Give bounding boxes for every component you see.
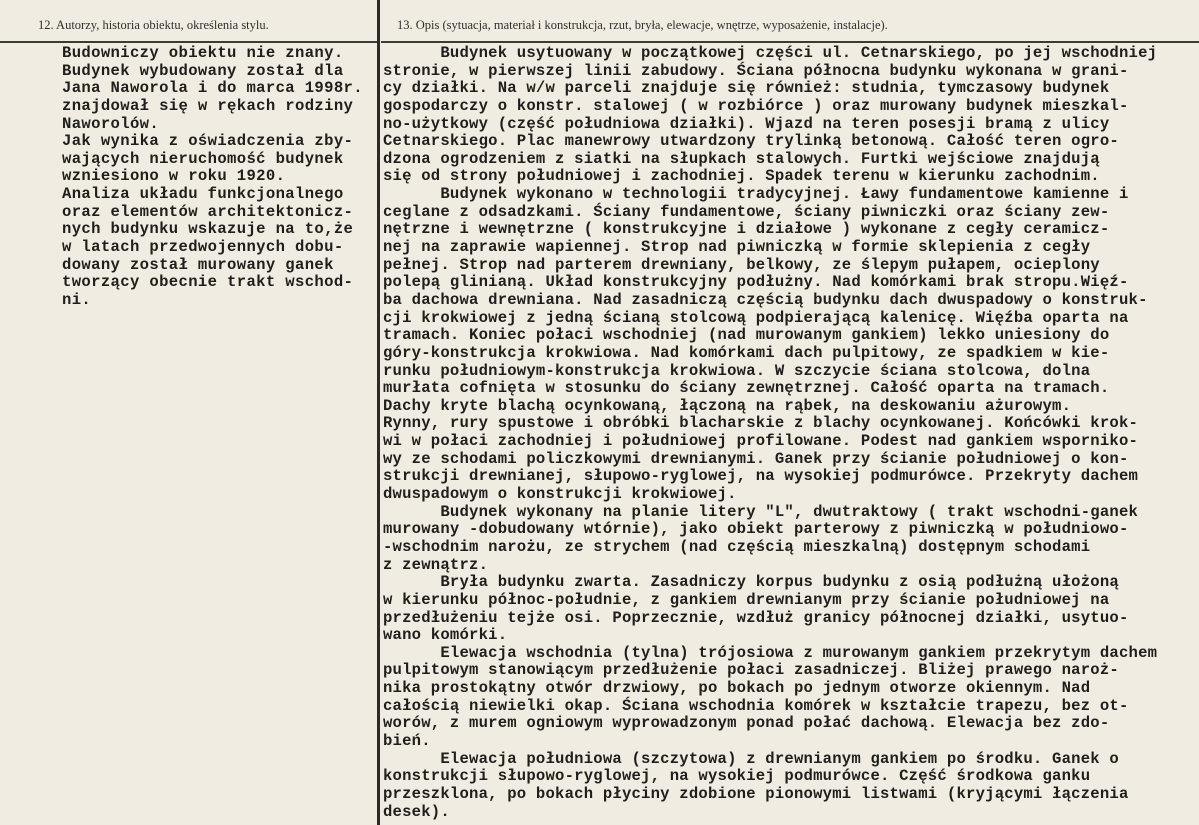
- text-line: wi w połaci zachodniej i południowej profilowane. Podest nad gankiem wsporniko-: [383, 432, 1139, 451]
- text-line: bień.: [383, 731, 431, 750]
- text-line: cy działki. Na w/w parceli znajduje się również: studnia, tymczasowy budynek: [383, 79, 1110, 98]
- text-line: Budynek wybudowany został dla: [62, 61, 344, 80]
- text-line: się od strony południowej i zachodniej. Spadek terenu w kierunku zachodnim.: [383, 167, 1100, 186]
- text-line: Jana Naworola i do marca 1998r.: [62, 79, 363, 98]
- text-line: strukcji drewnianej, słupowo-ryglowej, na wysokiej podmurówce. Przekryty dachem: [383, 467, 1139, 486]
- text-line: ba dachowa drewniana. Nad zasadniczą częścią budynku dach dwuspadowy o konstruk-: [383, 290, 1148, 309]
- text-line: znajdował się w rękach rodziny: [62, 96, 354, 115]
- section-13-header: 13. Opis (sytuacja, materiał i konstrukcja, rzut, bryła, elewacje, wnętrze, wyposażenie, instalacje).: [397, 18, 888, 32]
- text-line: tworzący obecnie trakt wschod-: [62, 273, 354, 292]
- text-line: wzniesiono w roku 1920.: [62, 167, 286, 186]
- text-line: konstrukcji słupowo-ryglowej, na wysokiej podmurówce. Część środkowa ganku: [383, 767, 1091, 786]
- text-line: wy ze schodami policzkowymi drewnianymi. Ganek przy ścianie południowej o kon-: [383, 449, 1129, 468]
- text-line: runku południowym-konstrukcja krokwiowa. W szczycie ściana stolcowa, dolna: [383, 361, 1091, 380]
- text-line: murowany -dobudowany wtórnie), jako obiekt parterowy z piwniczką w południowo-: [383, 520, 1129, 539]
- text-line: przedłużeniu tejże osi. Poprzecznie, wzdłuż granicy północnej działki, usytuo-: [383, 608, 1129, 627]
- text-line: gospodarczy o konstr. stalowej ( w rozbiórce ) oraz murowany budynek mieszkal-: [383, 96, 1129, 115]
- text-line: Budynek wykonano w technologii tradycyjnej. Ławy fundamentowe kamienne i: [383, 185, 1129, 204]
- text-line: Budynek wykonany na planie litery "L", dwutraktowy ( trakt wschodni-ganek: [383, 502, 1139, 521]
- text-line: Elewacja południowa (szczytowa) z drewnianym gankiem po środku. Ganek o: [383, 749, 1119, 768]
- text-line: nętrzne i wewnętrzne ( konstrukcyjne i działowe ) wykonane z cegły ceramicz-: [383, 220, 1110, 239]
- text-line: cji krokwiowej z jedną ścianą stolcową podpierającą kalenicę. Więźba oparta na: [383, 308, 1129, 327]
- column-divider: [377, 0, 380, 825]
- text-line: wano komórki.: [383, 626, 508, 645]
- text-line: w kierunku północ-południe, z gankiem drewnianym przy ścianie południowej na: [383, 590, 1110, 609]
- text-line: tramach. Koniec połaci wschodniej (nad murowanym gankiem) lekko uniesiony do: [383, 326, 1110, 345]
- section-12-header: 12. Autorzy, historia obiektu, określenia stylu.: [38, 18, 269, 32]
- text-line: przeszklona, po bokach płyciny zdobione pionowymi listwami (kryjącymi łączenia: [383, 784, 1129, 803]
- text-line: Cetnarskiego. Plac manewrowy utwardzony trylinką betonową. Całość teren ogro-: [383, 132, 1119, 151]
- text-line: no-użytkowy (część południowa działki). Wjazd na teren posesji bramą z ulicy: [383, 114, 1110, 133]
- text-line: oraz elementów architektonicz-: [62, 202, 354, 221]
- text-line: Budowniczy obiektu nie znany.: [62, 44, 344, 62]
- text-line: dzona ogrodzeniem z siatki na słupkach stalowych. Furtki wejściowe znajdują: [383, 149, 1100, 168]
- text-line: Dachy kryte blachą ocynkowaną, łączoną na rąbek, na deskowaniu ażurowym.: [383, 396, 1072, 415]
- text-line: worów, z murem ogniowym wyprowadzonym ponad połać dachową. Elewacja bez zdo-: [383, 714, 1110, 733]
- text-line: Budynek usytuowany w początkowej części ul. Cetnarskiego, po jej wschodniej: [383, 44, 1158, 62]
- authors-history-text: [62, 45, 363, 310]
- text-line: Bryła budynku zwarta. Zasadniczy korpus budynku z osią podłużną ułożoną: [383, 573, 1119, 592]
- text-line: Rynny, rury spustowe i obróbki blacharskie z blachy ocynkowanej. Końcówki krok-: [383, 414, 1139, 433]
- text-line: nej na zaprawie wapiennej. Strop nad piwniczką w formie sklepienia z cegły: [383, 238, 1091, 257]
- left-header-rule: [0, 41, 377, 43]
- text-line: stronie, w pierwszej linii zabudowy. Ściana północna budynku wykonana w grani-: [383, 61, 1129, 80]
- text-line: desek).: [383, 802, 450, 821]
- right-header-rule: [381, 41, 1199, 43]
- text-line: Naworolów.: [62, 114, 160, 133]
- text-line: -wschodnim narożu, ze strychem (nad częścią mieszkalną) dostępnym schodami: [383, 537, 1091, 556]
- text-line: nika prostokątny otwór drzwiowy, po bokach po jednym otworze okiennym. Nad: [383, 679, 1091, 698]
- text-line: pełnej. Strop nad parterem drewniany, belkowy, ze ślepym pułapem, ocieplony: [383, 255, 1100, 274]
- text-line: wających nieruchomość budynek: [62, 149, 344, 168]
- text-line: dowany został murowany ganek: [62, 255, 334, 274]
- text-line: ceglane z odsadzkami. Ściany fundamentowe, ściany piwniczki oraz ściany zew-: [383, 202, 1110, 221]
- text-line: w latach przedwojennych dobu-: [62, 238, 344, 257]
- text-line: murłata cofnięta w stosunku do ściany zewnętrznej. Całość oparta na tramach.: [383, 379, 1110, 398]
- description-text: [383, 45, 1157, 821]
- text-line: ni.: [62, 290, 92, 309]
- text-line: Analiza układu funkcjonalnego: [62, 185, 344, 204]
- text-line: polepą glinianą. Układ konstrukcyjny podłużny. Nad komórkami brak stropu.Więź-: [383, 273, 1129, 292]
- text-line: Jak wynika z oświadczenia zby-: [62, 132, 354, 151]
- text-line: nych budynku wskazuje na to,że: [62, 220, 354, 239]
- text-line: góry-konstrukcja krokwiowa. Nad komórkami dach pulpitowy, ze spadkiem w kie-: [383, 343, 1110, 362]
- text-line: Elewacja wschodnia (tylna) trójosiowa z murowanym gankiem przekrytym dachem: [383, 643, 1158, 662]
- text-line: całością niewielki okap. Ściana wschodnia komórek w kształcie trapezu, bez ot-: [383, 696, 1129, 715]
- text-line: z zewnątrz.: [383, 555, 489, 574]
- text-line: dwuspadowym o konstrukcji krokwiowej.: [383, 485, 737, 504]
- text-line: pulpitowym stanowiącym przedłużenie połaci zasadniczej. Bliżej prawego naroż-: [383, 661, 1119, 680]
